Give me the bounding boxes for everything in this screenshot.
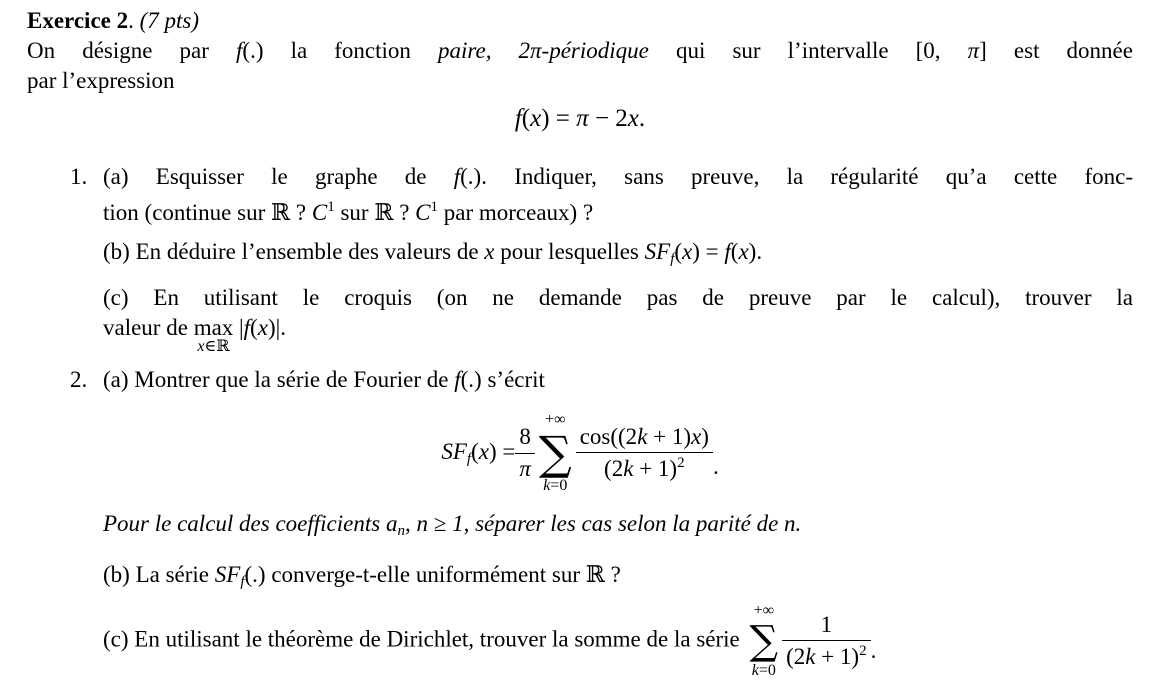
text-run: ( (471, 438, 479, 464)
emphasized-text: paire, 2π-périodique (438, 38, 649, 63)
text-run: La série (135, 562, 215, 587)
text-run: ). (748, 239, 763, 264)
text-run: ? (604, 562, 621, 587)
item-label: (b) (103, 239, 136, 264)
math-var-f: f (514, 105, 522, 132)
text-run: Esquisser le graphe de (155, 164, 454, 189)
sigma-symbol: ∑ (749, 618, 779, 664)
question-1a-line-2 (103, 192, 1133, 228)
text-run: ) = (488, 438, 516, 464)
math-op-SF: SF (214, 562, 241, 587)
math-set-reals: ℝ (585, 562, 605, 588)
text-run: tion (continue sur (103, 200, 271, 225)
text-run: ) = (541, 105, 577, 132)
item-label: (a) (103, 164, 156, 189)
math-set-reals: ℝ (271, 200, 291, 226)
superscript: 2 (677, 455, 685, 471)
sigma-symbol: ∑ (538, 426, 572, 480)
text-run: On désigne par (27, 38, 237, 63)
math-var-pi: π (967, 38, 980, 63)
math-var-f: f (243, 315, 251, 340)
text-run: (2 (604, 456, 624, 481)
fraction-denominator (576, 452, 713, 482)
fraction-denominator: π (515, 453, 535, 482)
sum-upper-limit: +∞ (545, 411, 566, 428)
text-run: + 1) (647, 423, 692, 449)
max-operator (193, 313, 234, 355)
math-op-SF: SF (441, 438, 467, 464)
text-run: sur (334, 200, 375, 225)
text-run: + 1) (815, 644, 860, 669)
math-var-x: x (682, 239, 693, 264)
summation-operator (750, 603, 779, 679)
text-run: (.) s’écrit (460, 367, 545, 392)
math-var-x: x (627, 105, 639, 132)
math-var-x: x (691, 423, 702, 449)
text-run: par l’expression (27, 68, 175, 93)
math-var-k: k (623, 456, 634, 481)
superscript: 2 (859, 643, 867, 659)
text-run: + 1) (633, 456, 678, 481)
fraction-numerator (576, 424, 713, 452)
math-var-f: f (236, 38, 243, 63)
math-var-C: C (415, 200, 431, 225)
item-label: (c) (103, 626, 135, 652)
sum-lower-limit (539, 478, 572, 494)
question-2b-line (103, 560, 1133, 597)
math-set-reals: ℝ (216, 336, 230, 355)
question-1a-line-1 (70, 162, 1133, 192)
text-run: (.). Indiquer, sans preuve, la régularité qu’a cette fonc- (460, 164, 1134, 189)
text-run: par morceaux) ? (438, 200, 594, 225)
text-run: . (638, 105, 646, 132)
question-1c-line-2 (103, 313, 1133, 355)
text-run: | (233, 315, 244, 340)
fraction-numerator: 1 (820, 611, 833, 637)
item-number: 2. (70, 367, 88, 392)
element-of-symbol: ∈ (204, 338, 217, 355)
text-run: ) = (692, 239, 725, 264)
question-2c-line (103, 603, 1133, 679)
fraction-denominator (782, 640, 871, 670)
math-var-pi: π (576, 105, 589, 132)
text-run: cos((2 (579, 423, 638, 449)
sum-lower-limit (750, 663, 779, 679)
sum-upper-limit: +∞ (753, 602, 774, 619)
text-run: ? (393, 200, 416, 225)
title-separator: . (128, 8, 140, 33)
fraction-1-over-2k1sq (782, 612, 871, 671)
fraction-cos-term (576, 424, 713, 483)
text-run: (.) la fonction (242, 38, 438, 63)
sentence-period: . (870, 638, 877, 664)
text-run: pour lesquelles (494, 239, 645, 264)
math-var-k: k (543, 477, 551, 494)
item-number: 1. (70, 164, 88, 189)
exercise-number-label: Exercice 2 (27, 8, 129, 33)
math-var-C: C (311, 200, 328, 225)
math-var-k: k (637, 423, 648, 449)
points-label: (7 pts) (139, 8, 200, 33)
text-run: Montrer que la série de Fourier de (134, 367, 455, 392)
text-run: =0 (758, 662, 776, 679)
text-run: =0 (550, 477, 568, 494)
subscript-f: f (240, 574, 245, 590)
math-var-x: x (530, 105, 542, 132)
text-run: − 2 (588, 105, 628, 132)
intro-line-1 (27, 36, 1133, 66)
equation-lhs (441, 439, 515, 468)
fraction-numerator: 8 (519, 424, 531, 450)
text-run: ? (290, 200, 312, 225)
math-var-x: x (478, 438, 489, 464)
math-var-k: k (751, 662, 759, 679)
text-run: Pour le calcul des coefficients a (103, 511, 398, 536)
text-run: ( (730, 239, 739, 264)
max-label: max (193, 315, 234, 340)
coefficients-note (103, 509, 1133, 546)
text-run: , n ≥ 1, séparer les cas selon la parité de n. (404, 511, 802, 536)
math-var-x: x (197, 338, 205, 355)
fraction-8-over-pi (515, 424, 535, 482)
text-run: ( (521, 105, 531, 132)
subscript-f: f (466, 450, 472, 467)
math-op-SF: SF (644, 239, 671, 264)
exercise-title (27, 6, 1133, 36)
question-2a-line (70, 365, 1133, 395)
subscript-f: f (670, 251, 675, 267)
subscript-n: n (397, 523, 405, 539)
math-var-x: x (257, 315, 268, 340)
text-run: valeur de (103, 315, 194, 340)
math-var-k: k (805, 644, 816, 669)
text-run: ( (674, 239, 683, 264)
text-run: En utilisant le croquis (on ne demande pas de preuve par le calcul), trouver la (153, 285, 1133, 310)
max-underscript (197, 338, 229, 355)
math-var-x: x (738, 239, 749, 264)
math-var-x: x (484, 239, 495, 264)
item-label: (b) (103, 562, 136, 587)
equation-f-definition (27, 102, 1133, 136)
intro-line-2 (27, 66, 1133, 96)
math-var-f: f (724, 239, 731, 264)
text-run: ] est donnée (979, 38, 1133, 63)
text-run: En utilisant le théorème de Dirichlet, trouver la somme de la série (134, 626, 746, 652)
text-run: ( (250, 315, 258, 340)
equation-period: . (712, 454, 719, 479)
math-var-f: f (454, 367, 461, 392)
math-var-f: f (453, 164, 461, 189)
superscript: 1 (430, 199, 438, 215)
summation-operator (539, 412, 572, 494)
question-1c-line-1 (103, 283, 1133, 313)
superscript: 1 (327, 199, 335, 215)
text-run: (2 (786, 644, 806, 669)
text-run: )|. (267, 315, 286, 340)
item-label: (c) (103, 285, 154, 310)
text-run: qui sur l’intervalle [0, (648, 38, 968, 63)
text-run: En déduire l’ensemble des valeurs de (135, 239, 485, 264)
math-set-reals: ℝ (374, 200, 394, 226)
question-1b-line (103, 237, 1133, 274)
text-run: ) (701, 423, 709, 449)
text-run: (.) converge-t-elle uniformément sur (244, 562, 586, 587)
fourier-series-equation (27, 407, 1133, 499)
item-label: (a) (103, 367, 135, 392)
